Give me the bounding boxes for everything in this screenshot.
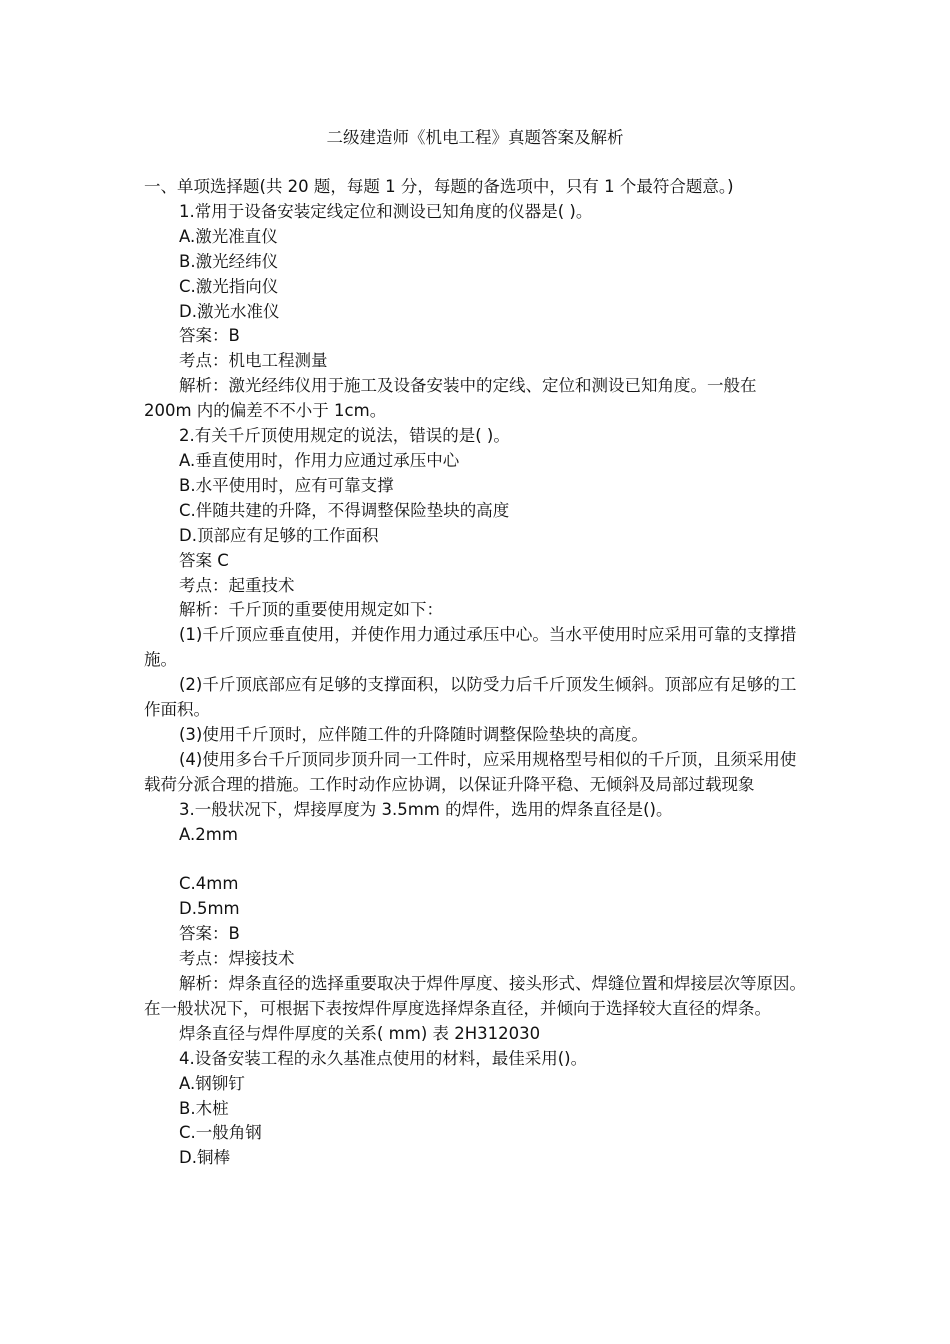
question-1-answer: 答案：B: [179, 326, 240, 346]
question-1-option-c: C.激光指向仪: [179, 276, 279, 296]
question-2-topic: 考点：起重技术: [179, 575, 295, 595]
question-2-option-d: D.顶部应有足够的工作面积: [179, 525, 379, 545]
question-4-option-a: A.钢铆钉: [179, 1073, 245, 1093]
question-4-option-d: D.铜棒: [179, 1148, 230, 1168]
question-2-option-c: C.伴随共建的升降，不得调整保险垫块的高度: [179, 500, 510, 520]
question-2-analysis-intro: 解析：千斤顶的重要使用规定如下：: [179, 600, 443, 620]
question-2-answer: 答案 C: [179, 550, 229, 570]
question-4-option-c: C.一般角钢: [179, 1123, 262, 1143]
question-3-option-d: D.5mm: [179, 899, 240, 919]
section-heading: 一、单项选择题(共 20 题，每题 1 分，每题的备选项中，只有 1 个最符合题意。): [144, 177, 734, 196]
question-2-option-b: B.水平使用时，应有可靠支撑: [179, 475, 394, 495]
question-3-analysis: 解析：焊条直径的选择重要取决于焊件厚度、接头形式、焊缝位置和焊接层次等原因。在一般状况下，可根据下表按焊件厚度选择焊条直径，并倾向于选择较大直径的焊条。: [144, 973, 806, 1018]
question-1-stem: 1.常用于设备安装定线定位和测设已知角度的仪器是( )。: [179, 201, 593, 221]
question-3-answer: 答案：B: [179, 924, 240, 944]
question-1-analysis: 解析：激光经纬仪用于施工及设备安装中的定线、定位和测设已知角度。一般在 200m 内的偏差不不小于 1cm。: [144, 376, 757, 421]
question-4-option-b: B.木桩: [179, 1098, 229, 1118]
question-3-stem: 3.一般状况下，焊接厚度为 3.5mm 的焊件，选用的焊条直径是()。: [179, 799, 673, 819]
question-2-option-a: A.垂直使用时，作用力应通过承压中心: [179, 450, 460, 470]
question-3-topic: 考点：焊接技术: [179, 949, 295, 969]
question-2-analysis-point-1: (1)千斤顶应垂直使用，并使作用力通过承压中心。当水平使用时应采用可靠的支撑措施。: [144, 625, 797, 670]
document-title: 二级建造师《机电工程》真题答案及解析: [326, 128, 624, 147]
question-2-analysis-point-2: (2)千斤顶底部应有足够的支撑面积，以防受力后千斤顶发生倾斜。顶部应有足够的工作面积。: [144, 675, 797, 720]
question-2-stem: 2.有关千斤顶使用规定的说法，错误的是( )。: [179, 426, 510, 446]
question-3-table-caption: 焊条直径与焊件厚度的关系( mm) 表 2H312030: [179, 1023, 541, 1043]
question-2-analysis-point-3: (3)使用千斤顶时，应伴随工件的升降随时调整保险垫块的高度。: [179, 724, 648, 744]
question-1-option-a: A.激光准直仪: [179, 226, 278, 246]
question-1-option-d: D.激光水准仪: [179, 301, 280, 321]
question-4-stem: 4.设备安装工程的永久基准点使用的材料，最佳采用()。: [179, 1048, 588, 1068]
question-2-analysis-point-4: (4)使用多台千斤顶同步顶升同一工件时，应采用规格型号相似的千斤顶，且须采用使载荷分派合理的措施。工作时动作应协调，以保证升降平稳、无倾斜及局部过载现象: [144, 749, 797, 794]
question-3-option-c: C.4mm: [179, 874, 239, 894]
question-1-topic: 考点：机电工程测量: [179, 351, 328, 371]
document-body: [144, 175, 808, 1171]
question-1-option-b: B.激光经纬仪: [179, 251, 279, 271]
blank-line: [144, 847, 808, 872]
question-3-option-a: A.2mm: [179, 824, 238, 844]
